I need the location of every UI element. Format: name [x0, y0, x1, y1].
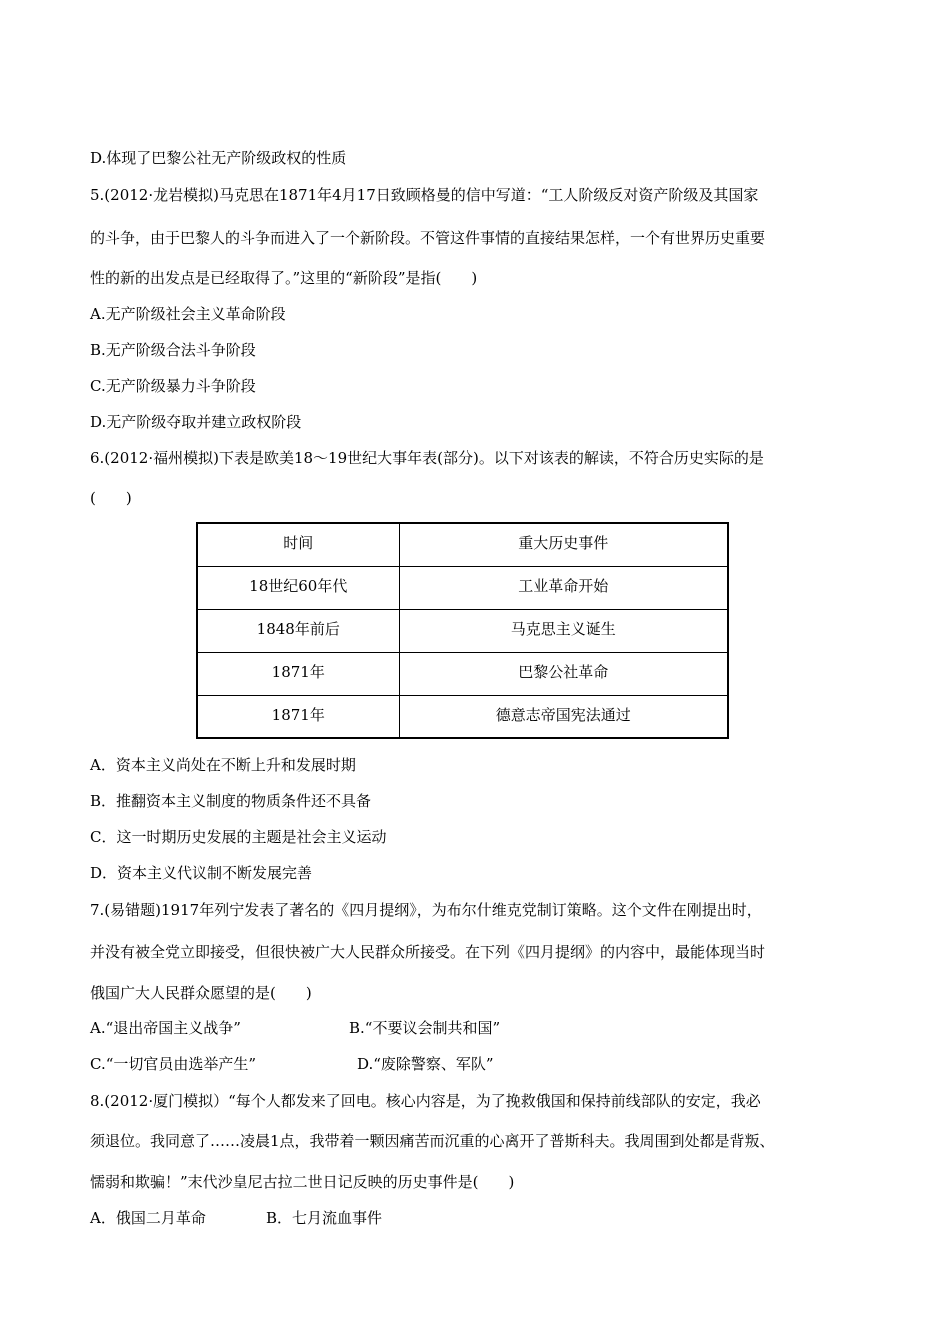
q7-stem-line-1: 7.(易错题)1917年列宁发表了著名的《四月提纲》，为布尔什维克党制订策略。这个文件在刚提出时， — [90, 901, 762, 919]
table-cell-event: 工业革命开始 — [399, 566, 728, 609]
q6-option-d: D．资本主义代议制不断发展完善 — [90, 864, 313, 882]
table-cell-time: 1871年 — [197, 695, 399, 738]
q8-option-a: A．俄国二月革命 — [90, 1209, 206, 1227]
q6-option-a: A．资本主义尚处在不断上升和发展时期 — [90, 756, 356, 774]
q5-option-c: C.无产阶级暴力斗争阶段 — [90, 377, 256, 395]
q6-option-c: C．这一时期历史发展的主题是社会主义运动 — [90, 828, 387, 846]
table-row — [197, 695, 728, 738]
q7-stem-line-3: 俄国广大人民群众愿望的是( ) — [90, 984, 312, 1002]
table-header-row — [197, 523, 728, 566]
table-cell-event: 马克思主义诞生 — [399, 609, 728, 652]
q7-option-c: C.“一切官员由选举产生” — [90, 1055, 257, 1073]
q5-stem-line-3: 性的新的出发点是已经取得了。”这里的“新阶段”是指( ) — [90, 269, 478, 287]
q8-stem-line-3: 懦弱和欺骗！”末代沙皇尼古拉二世日记反映的历史事件是( ) — [90, 1173, 515, 1191]
events-table — [196, 522, 729, 739]
table-cell-time: 1871年 — [197, 652, 399, 695]
table-cell-event: 德意志帝国宪法通过 — [399, 695, 728, 738]
q5-option-b: B.无产阶级合法斗争阶段 — [90, 341, 256, 359]
q5-stem-line-1: 5.(2012·龙岩模拟)马克思在1871年4月17日致顾格曼的信中写道：“工人阶级反对资产阶级及其国家 — [90, 186, 759, 204]
q7-option-d: D.“废除警察、军队” — [357, 1055, 494, 1073]
table-header-time: 时间 — [197, 523, 399, 566]
q5-option-a: A.无产阶级社会主义革命阶段 — [90, 305, 286, 323]
q7-option-b: B.“不要议会制共和国” — [349, 1019, 501, 1037]
table-row — [197, 609, 728, 652]
table-row — [197, 652, 728, 695]
table-row — [197, 566, 728, 609]
table-cell-event: 巴黎公社革命 — [399, 652, 728, 695]
table-header-event: 重大历史事件 — [399, 523, 728, 566]
q7-stem-line-2: 并没有被全党立即接受，但很快被广大人民群众所接受。在下列《四月提纲》的内容中，最能体现当时 — [90, 943, 766, 961]
q5-option-d: D.无产阶级夺取并建立政权阶段 — [90, 413, 302, 431]
q6-stem-line-2: ( ) — [90, 489, 132, 507]
q8-stem-line-1: 8.(2012·厦门模拟）“每个人都发来了回电。核心内容是，为了挽救俄国和保持前线部队的安定，我必 — [90, 1092, 761, 1110]
q7-option-a: A.“退出帝国主义战争” — [90, 1019, 241, 1037]
q8-stem-line-2: 须退位。我同意了……凌晨1点，我带着一颗因痛苦而沉重的心离开了普斯科夫。我周围到处都是背叛、 — [90, 1132, 775, 1150]
q5-stem-line-2: 的斗争，由于巴黎人的斗争而进入了一个新阶段。不管这件事情的直接结果怎样，一个有世界历史重要 — [90, 229, 766, 247]
table-cell-time: 18世纪60年代 — [197, 566, 399, 609]
q6-stem-line-1: 6.(2012·福州模拟)下表是欧美18～19世纪大事年表(部分)。以下对该表的解读，不符合历史实际的是 — [90, 449, 764, 467]
table-cell-time: 1848年前后 — [197, 609, 399, 652]
q8-option-b: B．七月流血事件 — [266, 1209, 383, 1227]
q4-option-d: D.体现了巴黎公社无产阶级政权的性质 — [90, 149, 347, 167]
q6-option-b: B．推翻资本主义制度的物质条件还不具备 — [90, 792, 372, 810]
